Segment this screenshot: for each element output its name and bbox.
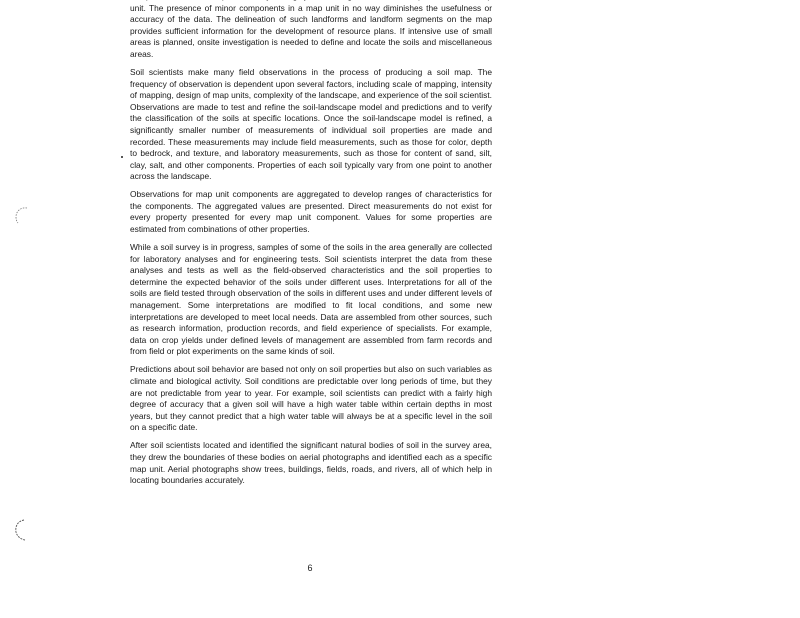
- page-number: 6: [307, 563, 313, 573]
- paragraph-map-unit-components: unit. The presence of minor components in a map unit in no way diminishes the usefulness or accuracy of the data. The delineation of such landforms and landform segments on the map provides sufficient information for the development of resource plans. If intensive use of small areas is planned, onsite investigation is needed to define and locate the soils and miscellaneous areas.: [130, 2, 492, 59]
- paragraph-field-observations: Soil scientists make many field observations in the process of producing a soil map. The frequency of observation is dependent upon several factors, including scale of mapping, intensity of mapping, design of map units, complexity of the landscape, and experience of the soil scientist. Observations are made to test and refine the soil-landscape model and predictions and to verify the classification of the soils at specific locations. Once the soil-landscape model is refined, a significantly smaller number of measurements of individual soil properties are made and recorded. These measurements may include field measurements, such as those for color, depth to bedrock, and texture, and laboratory measurements, such as those for content of sand, silt, clay, salt, and other components. Properties of each soil typically vary from one point to another across the landscape.: [130, 66, 492, 182]
- punch-hole-mark-icon: [10, 518, 34, 542]
- paragraph-aerial-photographs: After soil scientists located and identified the significant natural bodies of soil in the survey area, they drew the boundaries of these bodies on aerial photographs and identified each as a specific map unit. Aerial photographs show trees, buildings, fields, roads, and rivers, all of which help in locating boundaries accurately.: [130, 440, 492, 486]
- scan-speck: [121, 156, 123, 158]
- paragraph-soil-behavior-predictions: Predictions about soil behavior are based not only on soil properties but also on such variables as climate and biological activity. Soil conditions are predictable over long periods of time, but they are not predictable from year to year. For example, soil scientists can predict with a fairly high degree of accuracy that a given soil will have a high water table within certain depths in most years, but they cannot predict that a high water table will always be at a specific level in the soil on a specific date.: [130, 364, 492, 433]
- body-text-column: [130, 0, 492, 493]
- punch-hole-mark-icon: [12, 206, 34, 228]
- paragraph-soil-survey-samples: While a soil survey is in progress, samples of some of the soils in the area generally are collected for laboratory analyses and for engineering tests. Soil scientists interpret the data from these analyses and tests as well as the field-observed characteristics and the soil properties to determine the expected behavior of the soils under different uses. Interpretations for all of the soils are field tested through observation of the soils in different uses and under different levels of management. Some interpretations are modified to fit local conditions, and some new interpretations are developed to meet local needs. Data are assembled from other sources, such as research information, production records, and field experience of specialists. For example, data on crop yields under defined levels of management are assembled from farm records and from field or plot experiments on the same kinds of soil.: [130, 242, 492, 357]
- paragraph-aggregated-observations: Observations for map unit components are aggregated to develop ranges of characteristics for the components. The aggregated values are presented. Direct measurements do not exist for every property presented for every map unit component. Values for some properties are estimated from combinations of other properties.: [130, 189, 492, 235]
